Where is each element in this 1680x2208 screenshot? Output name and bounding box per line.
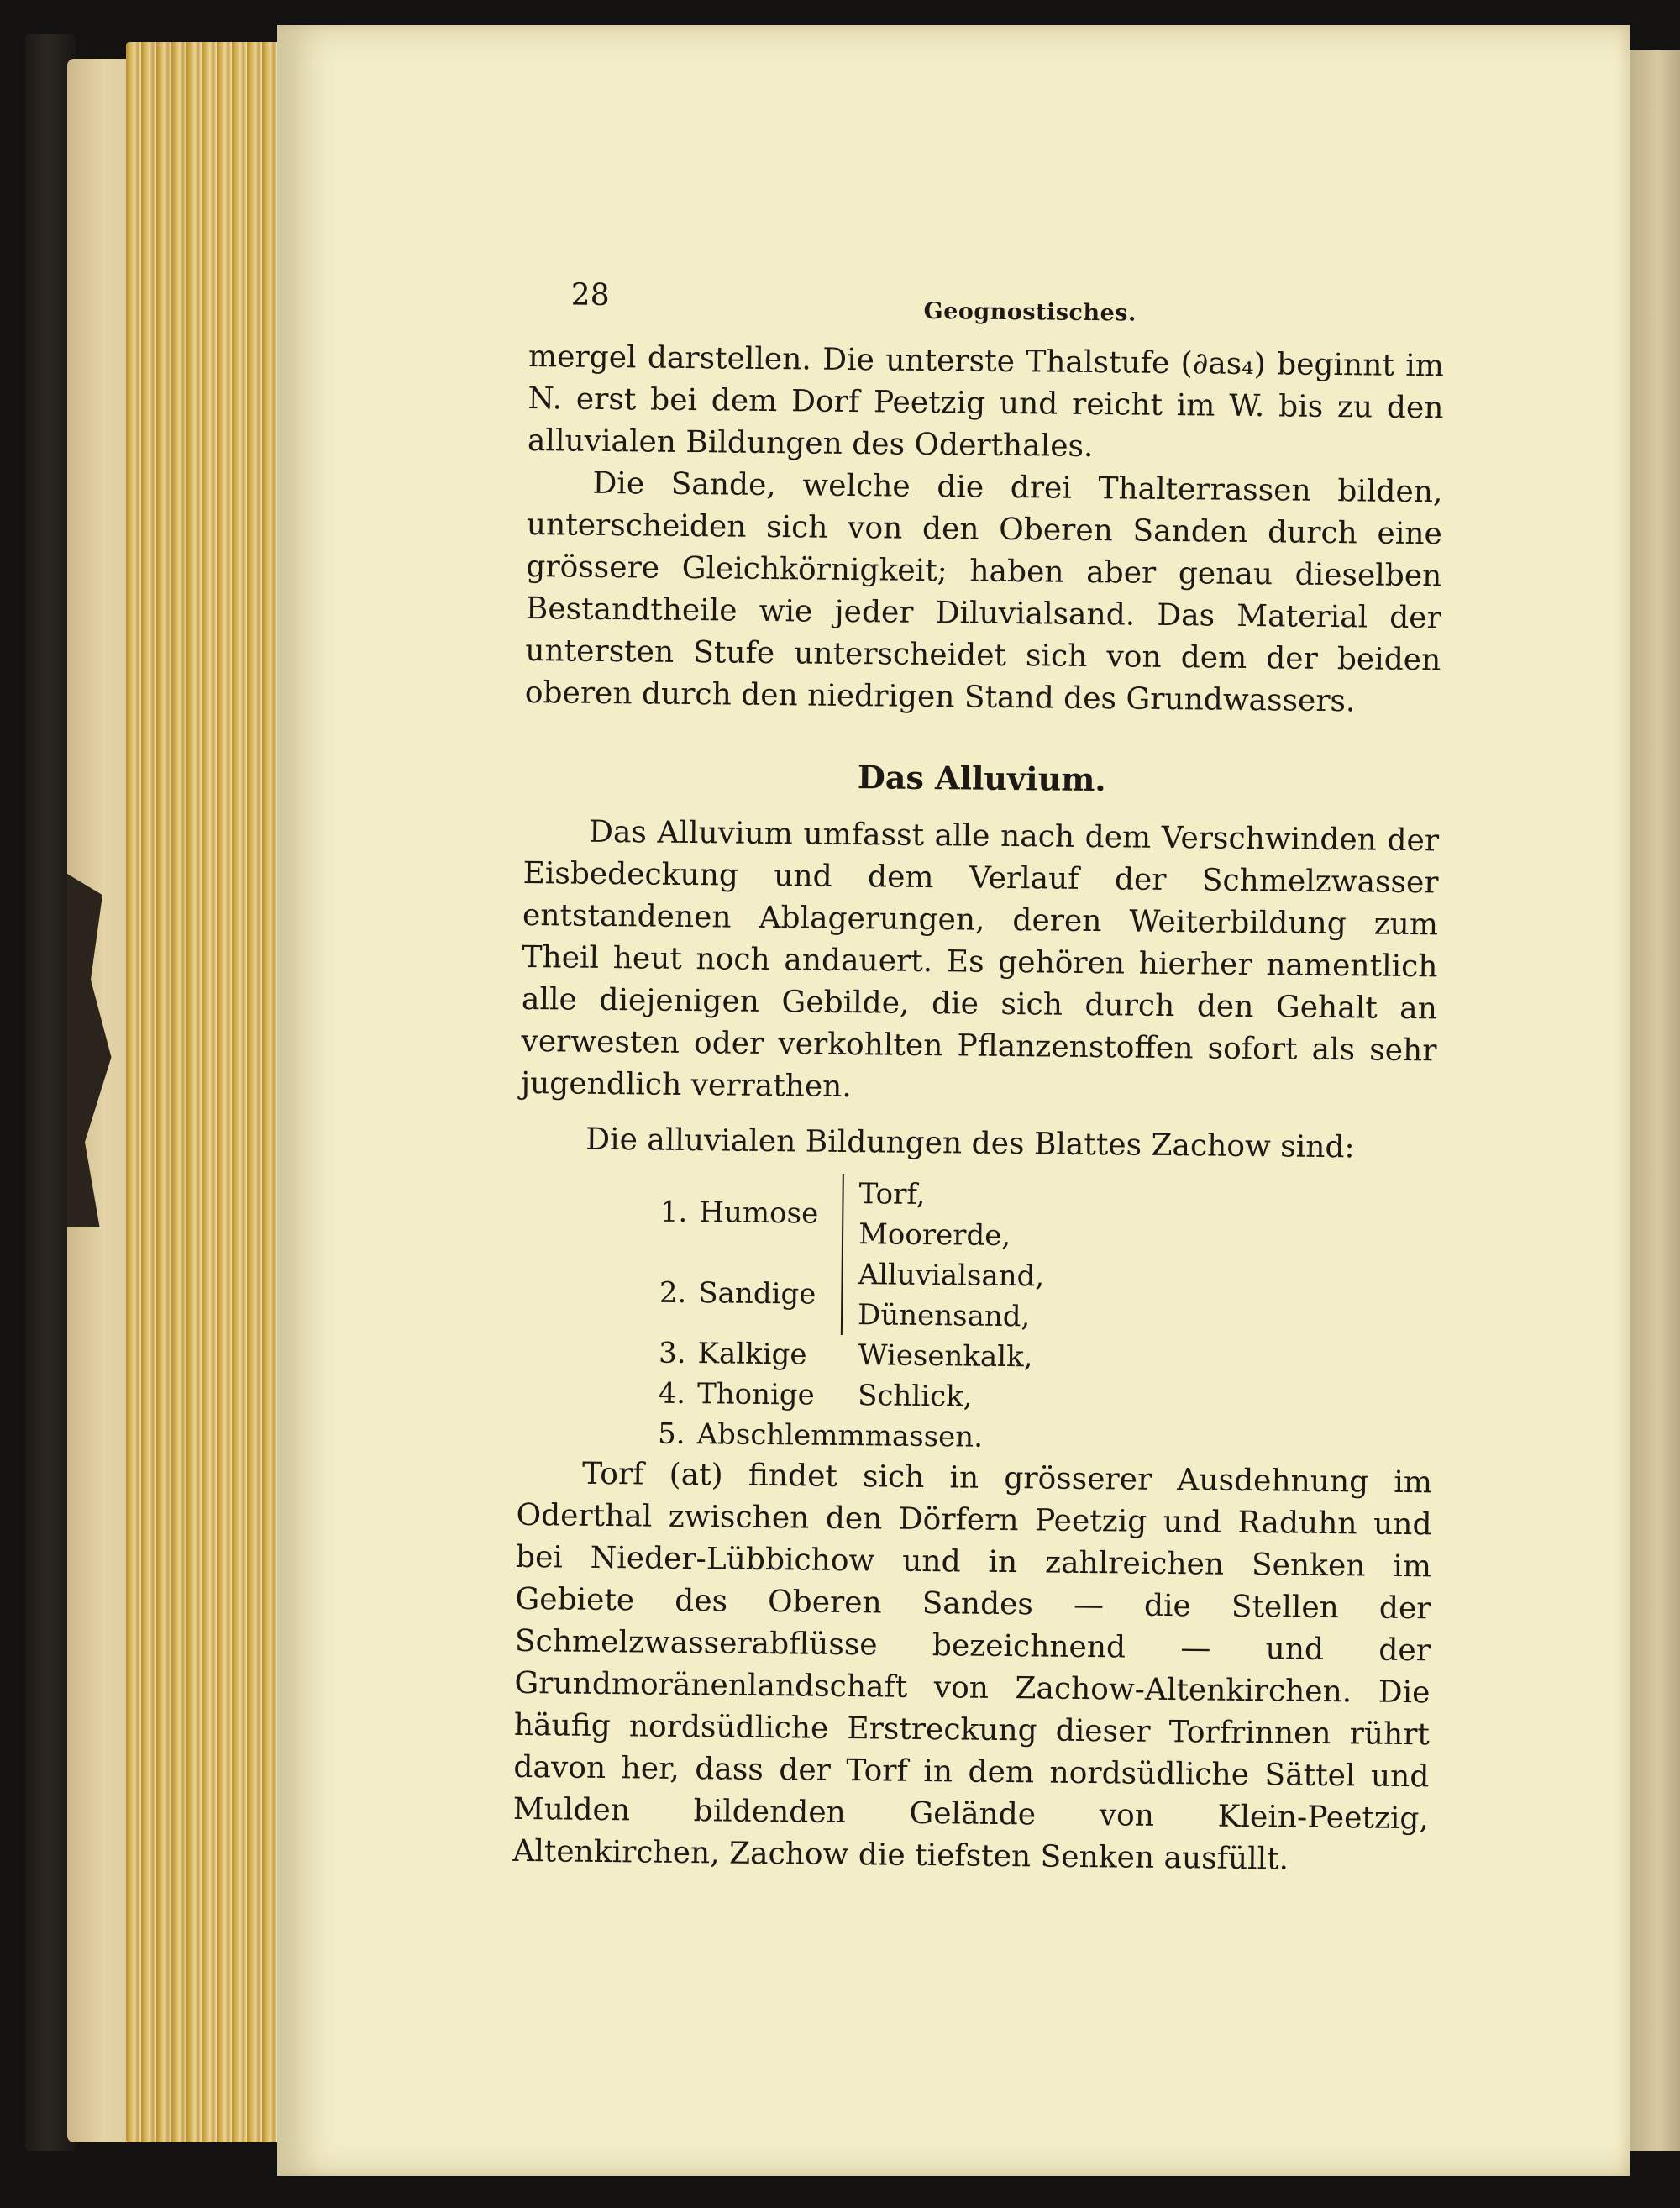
formation-item: Moorerde,	[843, 1214, 1045, 1257]
formation-item: Torf,	[843, 1174, 1045, 1217]
formation-number: 4.	[658, 1376, 686, 1412]
page-header	[528, 277, 1445, 345]
running-head: Geognostisches.	[923, 297, 1137, 327]
section-title: Das Alluvium.	[857, 758, 1106, 799]
formation-item: Schlick,	[857, 1379, 973, 1414]
formation-item: Wiesenkalk,	[858, 1338, 1033, 1375]
formation-kind: Sandige	[698, 1276, 816, 1312]
formation-row	[643, 1333, 1043, 1378]
formation-number: 1.	[659, 1195, 688, 1230]
page-content	[512, 277, 1445, 1882]
page-number: 28	[570, 277, 610, 313]
formation-item: Dünensand,	[842, 1295, 1044, 1338]
formation-item: Alluvialsand,	[842, 1254, 1044, 1297]
formation-row	[643, 1373, 1043, 1417]
paragraph-torf: Torf (at) findet sich in grösserer Ausdehnung im Oderthal zwischen den Dörfern Peetzig und Raduhn und bei Nieder-Lübbichow und in zahlreichen Senken im Gebiete des Oberen Sandes — die Stellen der Schmelzwasserabflüsse bezeichnend — und der Grundmoränenlandschaft von Zachow-Altenkirchen. Die häufig nordsüdliche Erstreckung dieser Torfrinnen rührt davon her, dass der Torf in dem nordsüdliche Sättel und Mulden bildenden Gelände von Klein-Peetzig, Altenkirchen, Zachow die tiefsten Senken ausfüllt.	[512, 1456, 1433, 1877]
page-edges	[126, 42, 294, 2142]
paragraph-alluvium: Das Alluvium umfasst alle nach dem Verschwinden der Eisbedeckung und dem Verlauf der Schmelzwasser entstandenen Ablagerungen, deren Weiterbildung zum Theil heut noch andauert. Es gehören hierher namentlich alle diejenigen Gebilde, die sich durch den Gehalt an verwesten oder verkohlten Pflanzenstoffen sofort als sehr jugendlich verrathen.	[520, 814, 1440, 1105]
formation-kind: Thonige	[696, 1377, 815, 1412]
formation-row	[645, 1172, 1045, 1217]
formation-kind: Abschlemmmassen.	[696, 1417, 984, 1454]
formation-number: 3.	[658, 1336, 686, 1371]
formation-row	[644, 1253, 1044, 1297]
formation-list	[643, 1172, 1045, 1459]
formation-number: 5.	[657, 1417, 685, 1452]
formation-number: 2.	[659, 1275, 687, 1311]
formation-row	[643, 1413, 1042, 1458]
list-intro: Die alluvialen Bildungen des Blattes Zachow sind:	[585, 1122, 1355, 1165]
paragraph-continuation: mergel darstellen. Die unterste Thalstufe (∂as₄) beginnt im N. erst bei dem Dorf Peetzig und reicht im W. bis zu den alluvialen Bildungen des Oderthales.	[527, 339, 1445, 465]
formation-kind: Kalkige	[697, 1337, 807, 1372]
paragraph-sands: Die Sande, welche die drei Thalterrassen bilden, unterscheiden sich von den Oberen Sanden durch eine grössere Gleichkörnigkeit; haben aber genau dieselben Bestandtheile wie jeder Diluvialsand. Das Material der untersten Stufe unterscheidet sich von dem der beiden oberen durch den niedrigen Stand des Grundwassers.	[524, 465, 1443, 719]
formation-kind: Humose	[699, 1196, 819, 1231]
right-page-edge	[1625, 50, 1680, 2151]
